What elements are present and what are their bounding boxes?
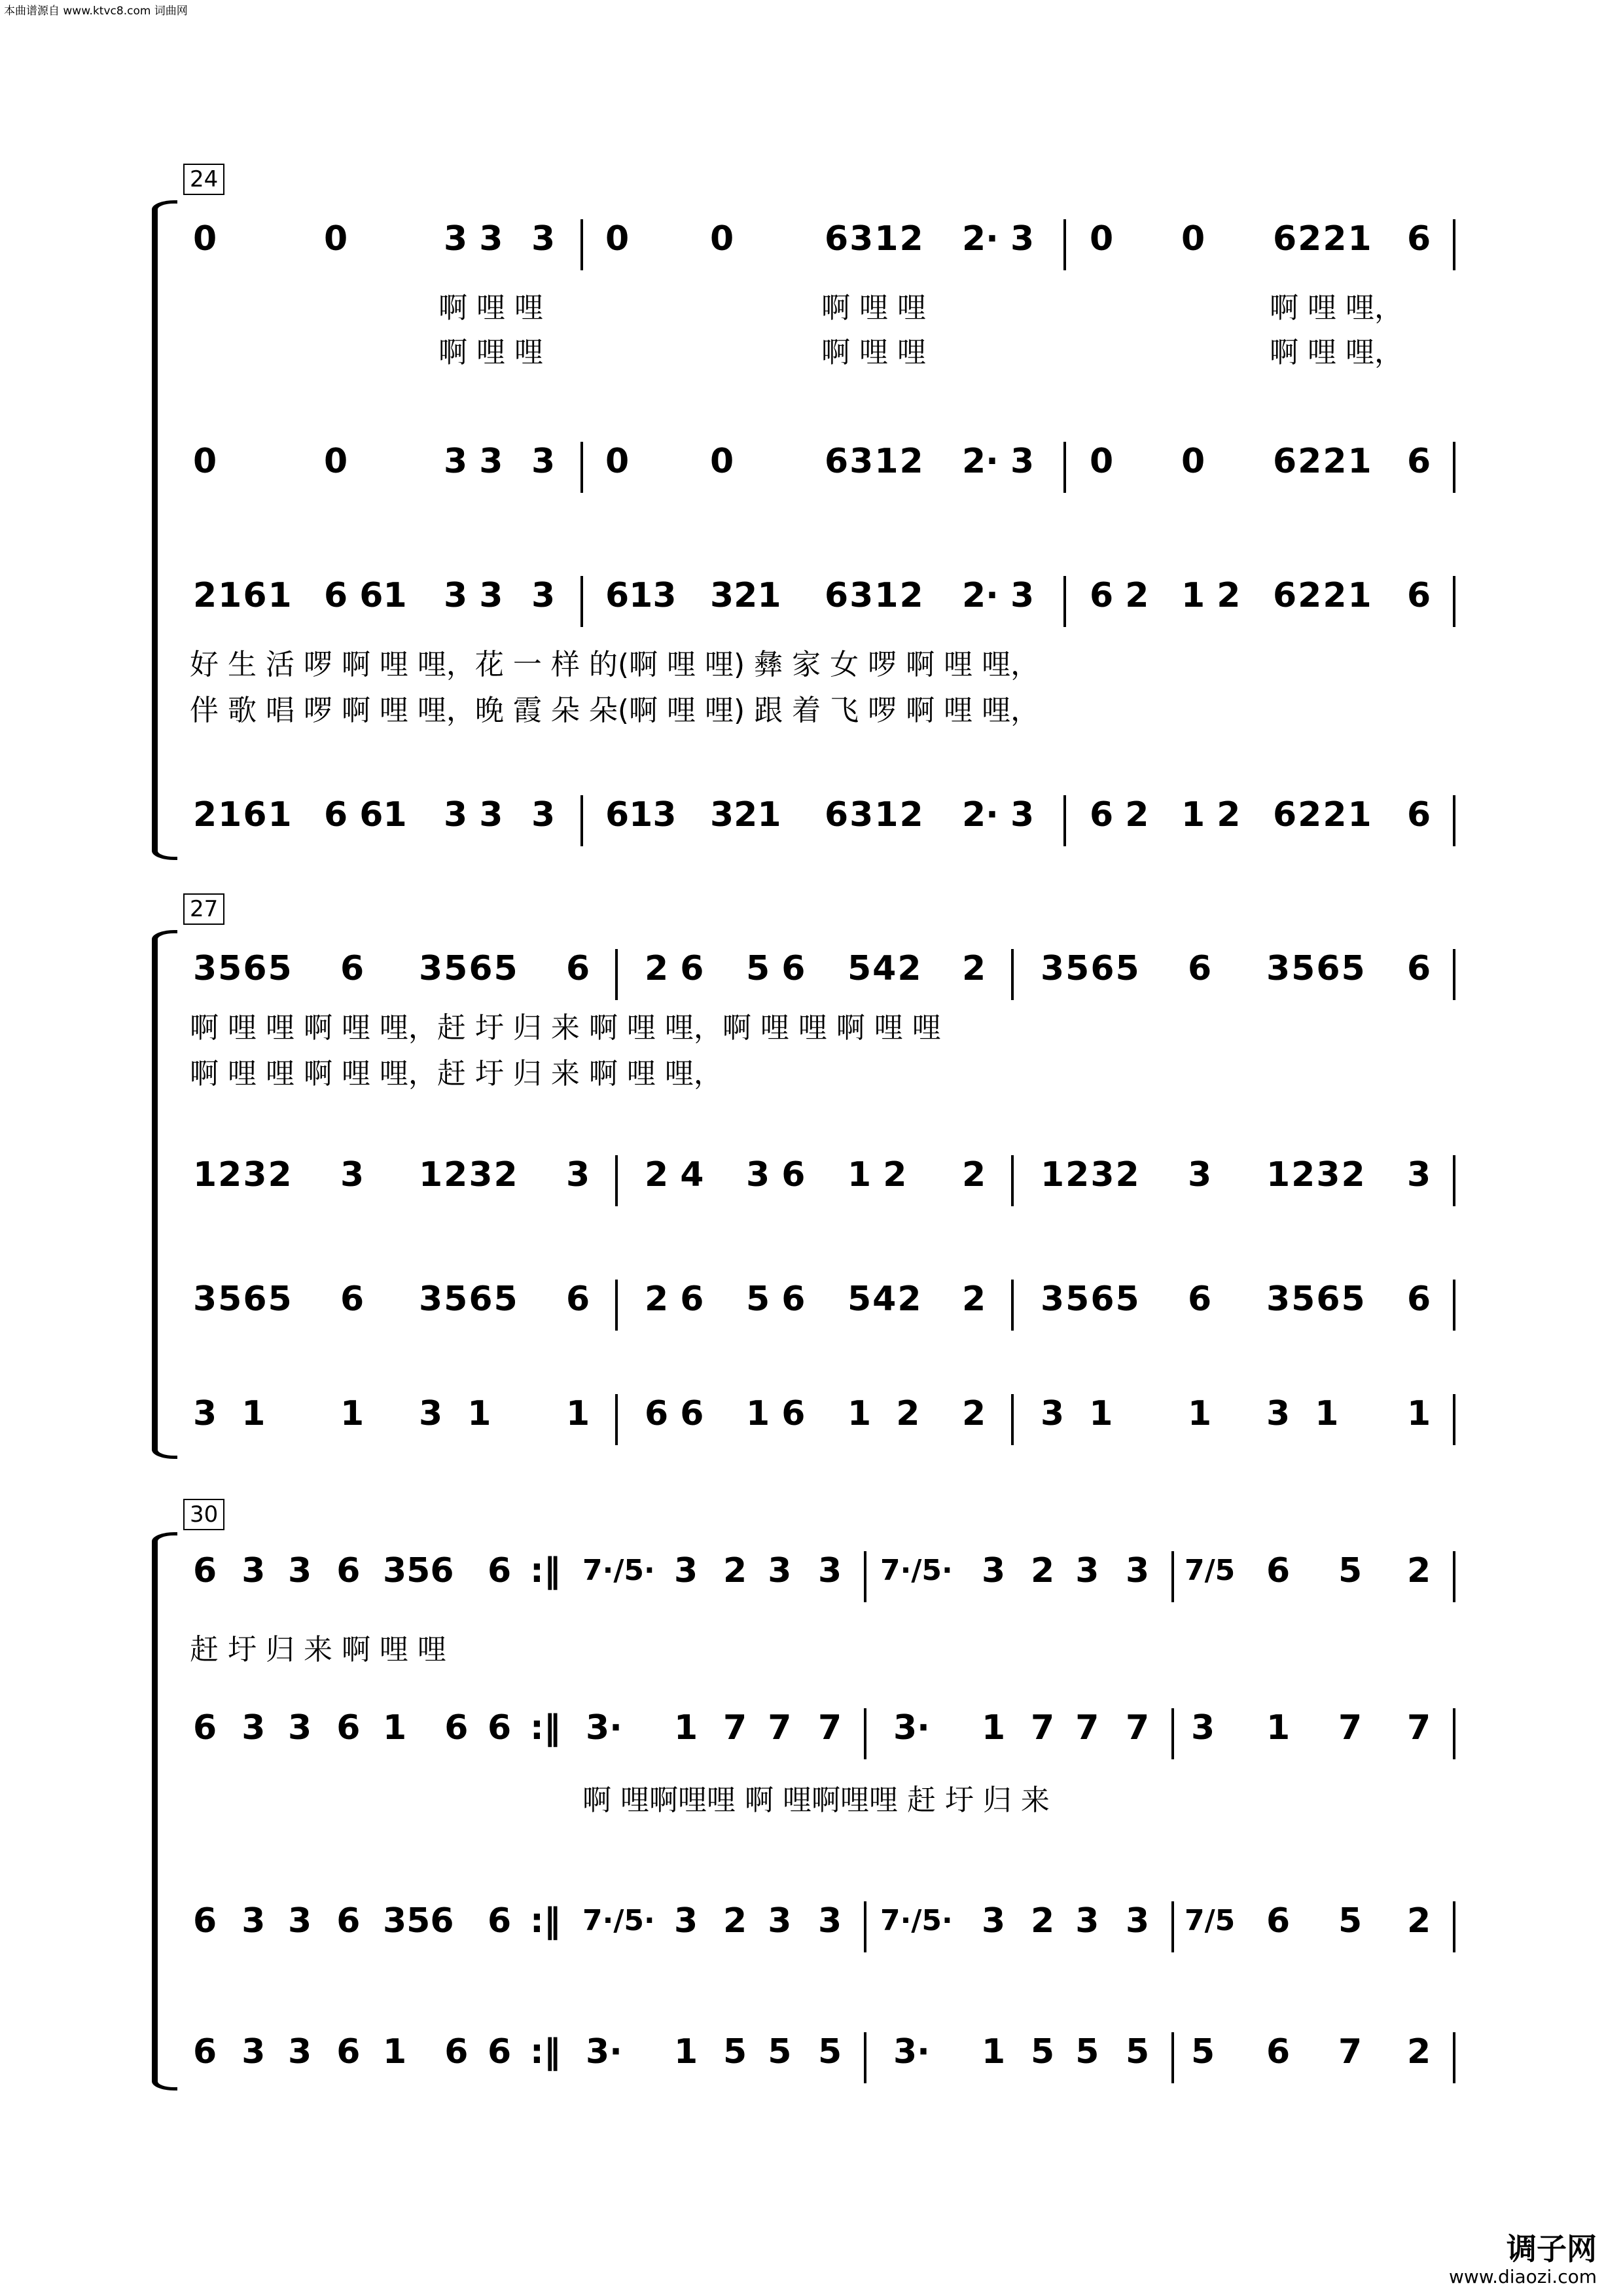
note: 0 bbox=[1090, 442, 1114, 481]
note: 3 bbox=[1188, 1155, 1212, 1194]
barline bbox=[1453, 2032, 1455, 2083]
note: 1 2 bbox=[847, 1155, 907, 1194]
note: 3 3 bbox=[444, 219, 503, 259]
note: 6 bbox=[488, 2032, 512, 2072]
barline bbox=[1453, 1280, 1455, 1331]
note: 6 bbox=[1266, 1551, 1291, 1590]
watermark-url: www.diaozi.com bbox=[1448, 2266, 1597, 2287]
lyric-verse-1: 啊 哩 哩 啊 哩 哩，赶 圩 归 来 啊 哩 哩，啊 哩 哩 啊 哩 哩 bbox=[190, 1011, 941, 1045]
header-source-text: 本曲谱源自 www.ktvc8.com 词曲网 bbox=[4, 5, 188, 18]
note: 6 bbox=[1188, 1280, 1212, 1319]
barline bbox=[1453, 442, 1455, 493]
note: 5 bbox=[1338, 1551, 1363, 1590]
note: 6312 bbox=[825, 219, 925, 259]
note: 3 bbox=[818, 1551, 842, 1590]
note: 3 6 bbox=[746, 1155, 806, 1194]
barline bbox=[1011, 1394, 1014, 1445]
staff-alto-2 bbox=[0, 1155, 1623, 1208]
note: 6 bbox=[566, 1280, 590, 1319]
lyric-alto: 啊 哩啊哩哩 啊 哩啊哩哩 赶 圩 归 来 bbox=[582, 1784, 1050, 1817]
barline bbox=[864, 1901, 866, 1952]
note: 2 bbox=[962, 1280, 986, 1319]
note: 1232 bbox=[1266, 1155, 1366, 1194]
note: 2 3 bbox=[1031, 1901, 1099, 1941]
barline bbox=[1453, 1551, 1455, 1602]
barline bbox=[1453, 949, 1455, 1000]
watermark-logo-text: 调子网 bbox=[1507, 2231, 1597, 2267]
note: 0 bbox=[710, 442, 734, 481]
note: 6312 bbox=[825, 795, 925, 834]
barline bbox=[1011, 1155, 1014, 1206]
note: 0 bbox=[1181, 442, 1205, 481]
note: 5 bbox=[818, 2032, 842, 2072]
note: 3 bbox=[818, 1901, 842, 1941]
barline bbox=[1453, 219, 1455, 270]
note: 0 bbox=[605, 442, 630, 481]
note: 3 bbox=[531, 795, 556, 834]
note: 6 bbox=[566, 949, 590, 988]
barline bbox=[615, 1394, 618, 1445]
lyric-verse-2: 伴 歌 唱 啰 啊 哩 哩，晚 霞 朵 朵(啊 哩 哩) 跟 着 飞 啰 啊 哩 哩， bbox=[190, 694, 1040, 727]
system-brace bbox=[152, 1541, 164, 2081]
note: 2· 3 bbox=[962, 442, 1035, 481]
note: 3 1 bbox=[1041, 1394, 1113, 1433]
note: 321 bbox=[710, 576, 781, 615]
note: 3 bbox=[982, 1551, 1006, 1590]
note: 6 bbox=[1407, 1280, 1431, 1319]
note: 6 bbox=[1266, 1901, 1291, 1941]
note: 6 bbox=[340, 949, 365, 988]
note: 5 5 bbox=[723, 2032, 792, 2072]
barline bbox=[1171, 1708, 1174, 1759]
measure-number-24: 24 bbox=[183, 164, 224, 195]
note: 5 bbox=[1191, 2032, 1215, 2072]
staff-alto-1 bbox=[0, 442, 1623, 494]
staff-bass-3 bbox=[0, 2032, 1623, 2085]
note: 3 bbox=[531, 442, 556, 481]
barline bbox=[580, 576, 583, 627]
note: 1 6 bbox=[383, 1708, 469, 1748]
barline bbox=[1011, 1280, 1014, 1331]
note: 3· bbox=[893, 1708, 930, 1748]
staff-soprano-3 bbox=[0, 1551, 1623, 1604]
note: 6 6 bbox=[645, 1394, 704, 1433]
note: 3· bbox=[586, 2032, 622, 2072]
note: 1 6 bbox=[383, 2032, 469, 2072]
note: 356 bbox=[383, 1901, 454, 1941]
note: 1 6 bbox=[746, 1394, 806, 1433]
note: 1 2 bbox=[847, 1394, 920, 1433]
note: 3· bbox=[893, 2032, 930, 2072]
chord-note: 7·/5· bbox=[880, 1554, 953, 1587]
note: 6 2 bbox=[1090, 795, 1149, 834]
barline bbox=[1063, 219, 1066, 270]
note: 6 bbox=[488, 1901, 512, 1941]
barline bbox=[580, 442, 583, 493]
note: 2 4 bbox=[645, 1155, 704, 1194]
note: 3 bbox=[566, 1155, 590, 1194]
note: 0 bbox=[193, 442, 217, 481]
note: 1232 bbox=[1041, 1155, 1141, 1194]
barline bbox=[864, 1708, 866, 1759]
barline bbox=[615, 1155, 618, 1206]
note: 2 bbox=[1407, 2032, 1431, 2072]
note: 3 bbox=[1191, 1708, 1215, 1748]
barline bbox=[1171, 1551, 1174, 1602]
note: 2 bbox=[1407, 1551, 1431, 1590]
note: 6 bbox=[1407, 219, 1431, 259]
note: 1 bbox=[1188, 1394, 1212, 1433]
note: 3 bbox=[674, 1551, 698, 1590]
barline bbox=[1453, 576, 1455, 627]
note: 1 bbox=[674, 2032, 698, 2072]
note: 3 6 bbox=[288, 1551, 361, 1590]
note: 2· 3 bbox=[962, 576, 1035, 615]
lyric: 啊 哩 哩 bbox=[438, 291, 543, 325]
note: 7 bbox=[1338, 1708, 1363, 1748]
note: 5 bbox=[1338, 1901, 1363, 1941]
barline bbox=[1063, 576, 1066, 627]
barline bbox=[1453, 1901, 1455, 1952]
staff-tenor-2 bbox=[0, 1280, 1623, 1332]
measure-number-30: 30 bbox=[183, 1499, 224, 1530]
note: 0 bbox=[324, 219, 348, 259]
note: 6221 bbox=[1273, 219, 1373, 259]
note: 7 bbox=[818, 1708, 842, 1748]
note: 1 bbox=[982, 1708, 1006, 1748]
note: 3565 bbox=[193, 1280, 293, 1319]
note: 3 6 bbox=[288, 1901, 361, 1941]
lyric: 啊 哩 哩， bbox=[1270, 336, 1403, 369]
note: 5 6 bbox=[746, 1280, 806, 1319]
staff-tenor-1 bbox=[0, 576, 1623, 628]
note: 3 bbox=[340, 1155, 365, 1194]
lyric: 啊 哩 哩 bbox=[821, 336, 926, 369]
note: 0 bbox=[324, 442, 348, 481]
note: 2 bbox=[962, 1394, 986, 1433]
note: 1 2 bbox=[1181, 576, 1241, 615]
note: 0 bbox=[710, 219, 734, 259]
note: 7 bbox=[1126, 1708, 1150, 1748]
staff-alto-3 bbox=[0, 1708, 1623, 1761]
note: 3· bbox=[586, 1708, 622, 1748]
note: 613 bbox=[605, 795, 677, 834]
note: 1 2 bbox=[1181, 795, 1241, 834]
staff-soprano-1 bbox=[0, 219, 1623, 272]
note: 0 bbox=[1181, 219, 1205, 259]
note: 1 bbox=[1407, 1394, 1431, 1433]
note: 321 bbox=[710, 795, 781, 834]
note: 6 bbox=[488, 1551, 512, 1590]
note: 6312 bbox=[825, 576, 925, 615]
note: 5 6 bbox=[746, 949, 806, 988]
note: 6 bbox=[1407, 576, 1431, 615]
repeat-barline: :‖ bbox=[530, 1708, 561, 1748]
barline bbox=[1171, 1901, 1174, 1952]
barline bbox=[1453, 795, 1455, 846]
measure-number-27: 27 bbox=[183, 893, 224, 925]
note: 3565 bbox=[419, 949, 519, 988]
lyric-verse-2: 啊 哩 哩 啊 哩 哩，赶 圩 归 来 啊 哩 哩， bbox=[190, 1057, 722, 1090]
barline bbox=[1063, 442, 1066, 493]
note: 6221 bbox=[1273, 576, 1373, 615]
note: 6221 bbox=[1273, 795, 1373, 834]
note: 7 bbox=[1407, 1708, 1431, 1748]
note: 3565 bbox=[1041, 949, 1141, 988]
note: 613 bbox=[605, 576, 677, 615]
note: 6 bbox=[1407, 795, 1431, 834]
barline bbox=[864, 2032, 866, 2083]
staff-soprano-2 bbox=[0, 949, 1623, 1001]
note: 3 bbox=[1407, 1155, 1431, 1194]
barline bbox=[580, 219, 583, 270]
lyric: 啊 哩 哩 bbox=[821, 291, 926, 325]
staff-bass-2 bbox=[0, 1394, 1623, 1446]
note: 3 bbox=[1126, 1551, 1150, 1590]
staff-tenor-3 bbox=[0, 1901, 1623, 1954]
note: 3 bbox=[531, 219, 556, 259]
note: 5 5 bbox=[1031, 2032, 1099, 2072]
note: 3 1 bbox=[419, 1394, 491, 1433]
note: 2 bbox=[1407, 1901, 1431, 1941]
system-brace bbox=[152, 209, 164, 851]
barline bbox=[1453, 1708, 1455, 1759]
note: 2 6 bbox=[645, 949, 704, 988]
note: 356 bbox=[383, 1551, 454, 1590]
chord-note: 7·/5· bbox=[582, 1554, 655, 1587]
note: 3565 bbox=[419, 1280, 519, 1319]
barline bbox=[1063, 795, 1066, 846]
note: 2 3 bbox=[723, 1551, 792, 1590]
note: 3 3 bbox=[444, 442, 503, 481]
note: 7 bbox=[1338, 2032, 1363, 2072]
note: 0 bbox=[605, 219, 630, 259]
chord-note: 7/5 bbox=[1185, 1554, 1236, 1587]
barline bbox=[1453, 1155, 1455, 1206]
note: 542 bbox=[847, 949, 923, 988]
note: 7 7 bbox=[1031, 1708, 1099, 1748]
note: 0 bbox=[193, 219, 217, 259]
note: 1232 bbox=[193, 1155, 293, 1194]
note: 6221 bbox=[1273, 442, 1373, 481]
note: 6 61 bbox=[324, 576, 407, 615]
note: 6 bbox=[488, 1708, 512, 1748]
note: 1 bbox=[674, 1708, 698, 1748]
note: 1232 bbox=[419, 1155, 519, 1194]
note: 3 3 bbox=[444, 576, 503, 615]
note: 6 3 bbox=[193, 2032, 266, 2072]
note: 7 7 bbox=[723, 1708, 792, 1748]
note: 3 bbox=[531, 576, 556, 615]
staff-bass-1 bbox=[0, 795, 1623, 848]
note: 1 bbox=[982, 2032, 1006, 2072]
note: 3 bbox=[1126, 1901, 1150, 1941]
chord-note: 7·/5· bbox=[582, 1904, 655, 1937]
note: 2161 bbox=[193, 576, 293, 615]
note: 5 bbox=[1126, 2032, 1150, 2072]
note: 2 bbox=[962, 949, 986, 988]
note: 2· 3 bbox=[962, 219, 1035, 259]
note: 0 bbox=[1090, 219, 1114, 259]
note: 3565 bbox=[193, 949, 293, 988]
barline bbox=[864, 1551, 866, 1602]
lyric: 啊 哩 哩 bbox=[438, 336, 543, 369]
chord-note: 7·/5· bbox=[880, 1904, 953, 1937]
barline bbox=[1011, 949, 1014, 1000]
barline bbox=[1453, 1394, 1455, 1445]
lyric: 啊 哩 哩， bbox=[1270, 291, 1403, 325]
note: 2161 bbox=[193, 795, 293, 834]
barline bbox=[615, 949, 618, 1000]
note: 1 bbox=[340, 1394, 365, 1433]
note: 2 3 bbox=[723, 1901, 792, 1941]
note: 3565 bbox=[1266, 949, 1366, 988]
note: 1 bbox=[1266, 1708, 1291, 1748]
note: 6 bbox=[1266, 2032, 1291, 2072]
note: 3 3 bbox=[444, 795, 503, 834]
note: 6 61 bbox=[324, 795, 407, 834]
note: 542 bbox=[847, 1280, 923, 1319]
barline bbox=[1171, 2032, 1174, 2083]
note: 1 bbox=[566, 1394, 590, 1433]
repeat-barline: :‖ bbox=[530, 1551, 561, 1590]
note: 2 6 bbox=[645, 1280, 704, 1319]
note: 6 bbox=[340, 1280, 365, 1319]
note: 6 3 bbox=[193, 1551, 266, 1590]
chord-note: 7/5 bbox=[1185, 1904, 1236, 1937]
note: 3 bbox=[982, 1901, 1006, 1941]
note: 6 3 bbox=[193, 1708, 266, 1748]
note: 2 3 bbox=[1031, 1551, 1099, 1590]
barline bbox=[580, 795, 583, 846]
lyric-verse-1: 赶 圩 归 来 啊 哩 哩 bbox=[190, 1633, 446, 1666]
note: 6 bbox=[1188, 949, 1212, 988]
note: 3 6 bbox=[288, 2032, 361, 2072]
note: 6 bbox=[1407, 949, 1431, 988]
note: 6 3 bbox=[193, 1901, 266, 1941]
note: 2 bbox=[962, 1155, 986, 1194]
note: 2· 3 bbox=[962, 795, 1035, 834]
note: 3 1 bbox=[193, 1394, 266, 1433]
note: 6 2 bbox=[1090, 576, 1149, 615]
note: 3565 bbox=[1266, 1280, 1366, 1319]
note: 6312 bbox=[825, 442, 925, 481]
repeat-barline: :‖ bbox=[530, 1901, 561, 1941]
note: 3 1 bbox=[1266, 1394, 1339, 1433]
note: 3565 bbox=[1041, 1280, 1141, 1319]
lyric-verse-1: 好 生 活 啰 啊 哩 哩，花 一 样 的(啊 哩 哩) 彝 家 女 啰 啊 哩 哩， bbox=[190, 648, 1040, 681]
barline bbox=[615, 1280, 618, 1331]
note: 6 bbox=[1407, 442, 1431, 481]
repeat-barline: :‖ bbox=[530, 2032, 561, 2072]
note: 3 bbox=[674, 1901, 698, 1941]
note: 3 6 bbox=[288, 1708, 361, 1748]
